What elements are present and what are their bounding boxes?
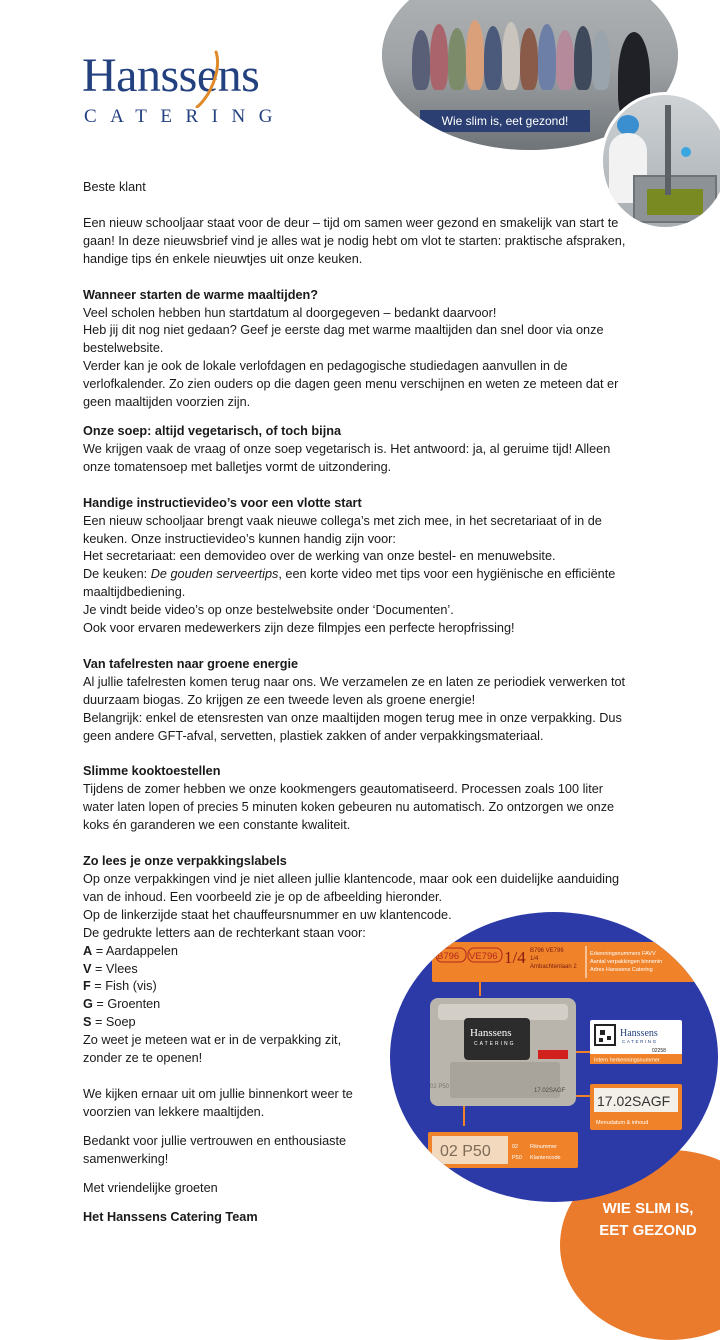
paragraph-rest: , een korte video met tips voor een hygiënische en efficiënte maaltijdbediening. xyxy=(83,567,616,600)
paragraph: Je vindt beide video’s op onze bestelwebsite onder ‘Documenten’. xyxy=(83,603,454,618)
paragraph xyxy=(83,566,628,602)
qr-brand: Hanssens xyxy=(620,1028,658,1039)
section-heading: Onze soep: altijd vegetarisch, of toch bijna xyxy=(83,423,342,438)
top-small-1: B796 VE796 xyxy=(530,948,564,954)
box-side-code: 02 P50 xyxy=(430,1084,450,1090)
section-heading: Van tafelresten naar groene energie xyxy=(83,656,299,671)
paragraph-line: Zo weet je meteen wat er in de verpakking zit, xyxy=(83,1033,342,1048)
top-code-1: B796 xyxy=(437,951,460,962)
top-right-3: Adres Hanssens Catering xyxy=(590,967,653,973)
paragraph-line: voorzien van lekkere maaltijden. xyxy=(83,1104,265,1119)
brand-sub: CATERING xyxy=(84,106,286,127)
paragraph: Ook voor ervaren medewerkers zijn deze filmpjes een perfecte heropfrissing! xyxy=(83,621,515,636)
top-small-3: Ambachtenlaan 2 xyxy=(530,964,577,970)
paragraph-line: Bedankt voor jullie vertrouwen en enthousiaste xyxy=(83,1133,347,1148)
intro-paragraph: Een nieuw schooljaar staat voor de deur – tijd om samen weer gezond en smakelijk van start te gaan! In deze nieuwsbrief vind je alles wat je nodig hebt om vlot te starten: praktische afspraken, handige tips én enkele nieuwtjes uit onze keuken. xyxy=(83,215,626,266)
slogan xyxy=(586,1198,710,1242)
bottom-key-2: P50 xyxy=(512,1155,522,1161)
paragraph: Tijdens de zomer hebben we onze kookmengers geautomatiseerd. Processen zoals 100 liter water laten lopen of precies 5 minuten koken gebeuren nu automatisch. Zo ontzorgen we onze koks én garanderen we een constante kwaliteit. xyxy=(83,782,615,833)
paragraph: Belangrijk: enkel de etensresten van onze maaltijden mogen terug mee in onze verpakking. Dus geen andere GFT-afval, servetten, plastiek zakken of ander verpakkingsmateriaal. xyxy=(83,710,622,743)
section-heading: Slimme kooktoestellen xyxy=(83,764,221,779)
top-small-2: 1/4 xyxy=(530,956,539,962)
slogan-line-1: WIE SLIM IS, xyxy=(602,1200,694,1217)
sign-off: Met vriendelijke groeten xyxy=(83,1180,218,1195)
paragraph-line: zonder ze te openen! xyxy=(83,1051,203,1066)
legend-item: S = Soep xyxy=(83,1015,136,1030)
legend-item: F = Fish (vis) xyxy=(83,979,157,994)
date-caption: Menudatum & inhoud xyxy=(596,1120,649,1126)
brand-logo xyxy=(82,49,352,128)
section-heading: Zo lees je onze verpakkingslabels xyxy=(83,854,287,869)
section-heading: Handige instructievideo’s voor een vlotte start xyxy=(83,495,362,510)
paragraph: Op de linkerzijde staat het chauffeursnummer en uw klantencode. xyxy=(83,907,452,922)
top-fraction: 1/4 xyxy=(504,948,526,967)
brand-name: Hanssens xyxy=(82,49,260,102)
paragraph: Veel scholen hebben hun startdatum al doorgegeven – bedankt daarvoor! xyxy=(83,305,497,320)
top-right-2: Aantal verpakkingen binnenin xyxy=(590,959,663,965)
paragraph-line: We kijken ernaar uit om jullie binnenkort weer te xyxy=(83,1086,353,1101)
paragraph: Verder kan je ook de lokale verlofdagen en pedagogische studiedagen aanvullen in de verlofkalender. Zo zien ouders op die dagen geen menu verschijnen en weten ze meteen dat er geen maaltijden voorzien zijn. xyxy=(83,359,619,410)
box-brand-sub: CATERING xyxy=(474,1041,516,1047)
legend-item: A = Aardappelen xyxy=(83,943,178,958)
video-title: De gouden serveertips xyxy=(150,567,279,582)
signature: Het Hanssens Catering Team xyxy=(83,1209,258,1224)
qr-brand-sub: CATERING xyxy=(622,1039,658,1044)
photo-banner: Wie slim is, eet gezond! xyxy=(420,110,590,132)
paragraph: Op onze verpakkingen vind je niet alleen jullie klantencode, maar ook een duidelijke aanduiding van de inhoud. Een voorbeeld zie je op de afbeelding hieronder. xyxy=(83,872,620,904)
paragraph: Een nieuw schooljaar brengt vaak nieuwe collega’s met zich mee, in het secretariaat of in de keuken. Onze instructievideo’s kunnen handig zijn voor: xyxy=(83,513,602,546)
qr-number: 02258 xyxy=(652,1048,666,1054)
paragraph: We krijgen vaak de vraag of onze soep vegetarisch is. Het antwoord: ja, al geruime tijd! Alleen onze tomatensoep met balletjes vormt de uitzondering. xyxy=(83,441,611,474)
date-code: 17.02SAGF xyxy=(597,1093,671,1109)
brand-swash-icon xyxy=(194,50,226,108)
qr-caption: Intern herkenningsnummer xyxy=(594,1057,660,1064)
paragraph: Al jullie tafelresten komen terug naar ons. We verzamelen ze en laten ze periodiek verwerken tot duurzaam biogas. Zo krijgen ze een tweede leven als groene energie! xyxy=(83,674,626,707)
box-label-code: 17.02SAGF xyxy=(534,1088,566,1094)
legend-item: G = Groenten xyxy=(83,997,161,1012)
paragraph: De gedrukte letters aan de rechterkant staan voor: xyxy=(83,925,366,940)
bottom-code: 02 P50 xyxy=(440,1143,491,1160)
packaging-label-image xyxy=(390,912,718,1202)
paragraph: Heb jij dit nog niet gedaan? Geef je eerste dag met warme maaltijden dan snel door via onze bestelwebsite. xyxy=(83,323,604,356)
legend-item: V = Vlees xyxy=(83,961,138,976)
bottom-value-1: Ritnummer xyxy=(530,1144,557,1150)
section-heading: Wanneer starten de warme maaltijden? xyxy=(83,287,319,302)
top-code-2: VE796 xyxy=(469,951,498,962)
greeting: Beste klant xyxy=(83,180,146,194)
top-right-1: Erkenningsnummers FAVV xyxy=(590,951,656,957)
box-brand: Hanssens xyxy=(470,1027,512,1039)
slogan-line-2: EET GEZOND xyxy=(599,1222,697,1239)
paragraph-lead: De keuken: xyxy=(83,567,151,582)
bottom-value-2: Klantencode xyxy=(530,1155,561,1161)
bottom-key-1: 02 xyxy=(512,1144,519,1150)
paragraph-line: samenwerking! xyxy=(83,1151,169,1166)
paragraph: Het secretariaat: een demovideo over de werking van onze bestel- en menuwebsite. xyxy=(83,549,556,564)
